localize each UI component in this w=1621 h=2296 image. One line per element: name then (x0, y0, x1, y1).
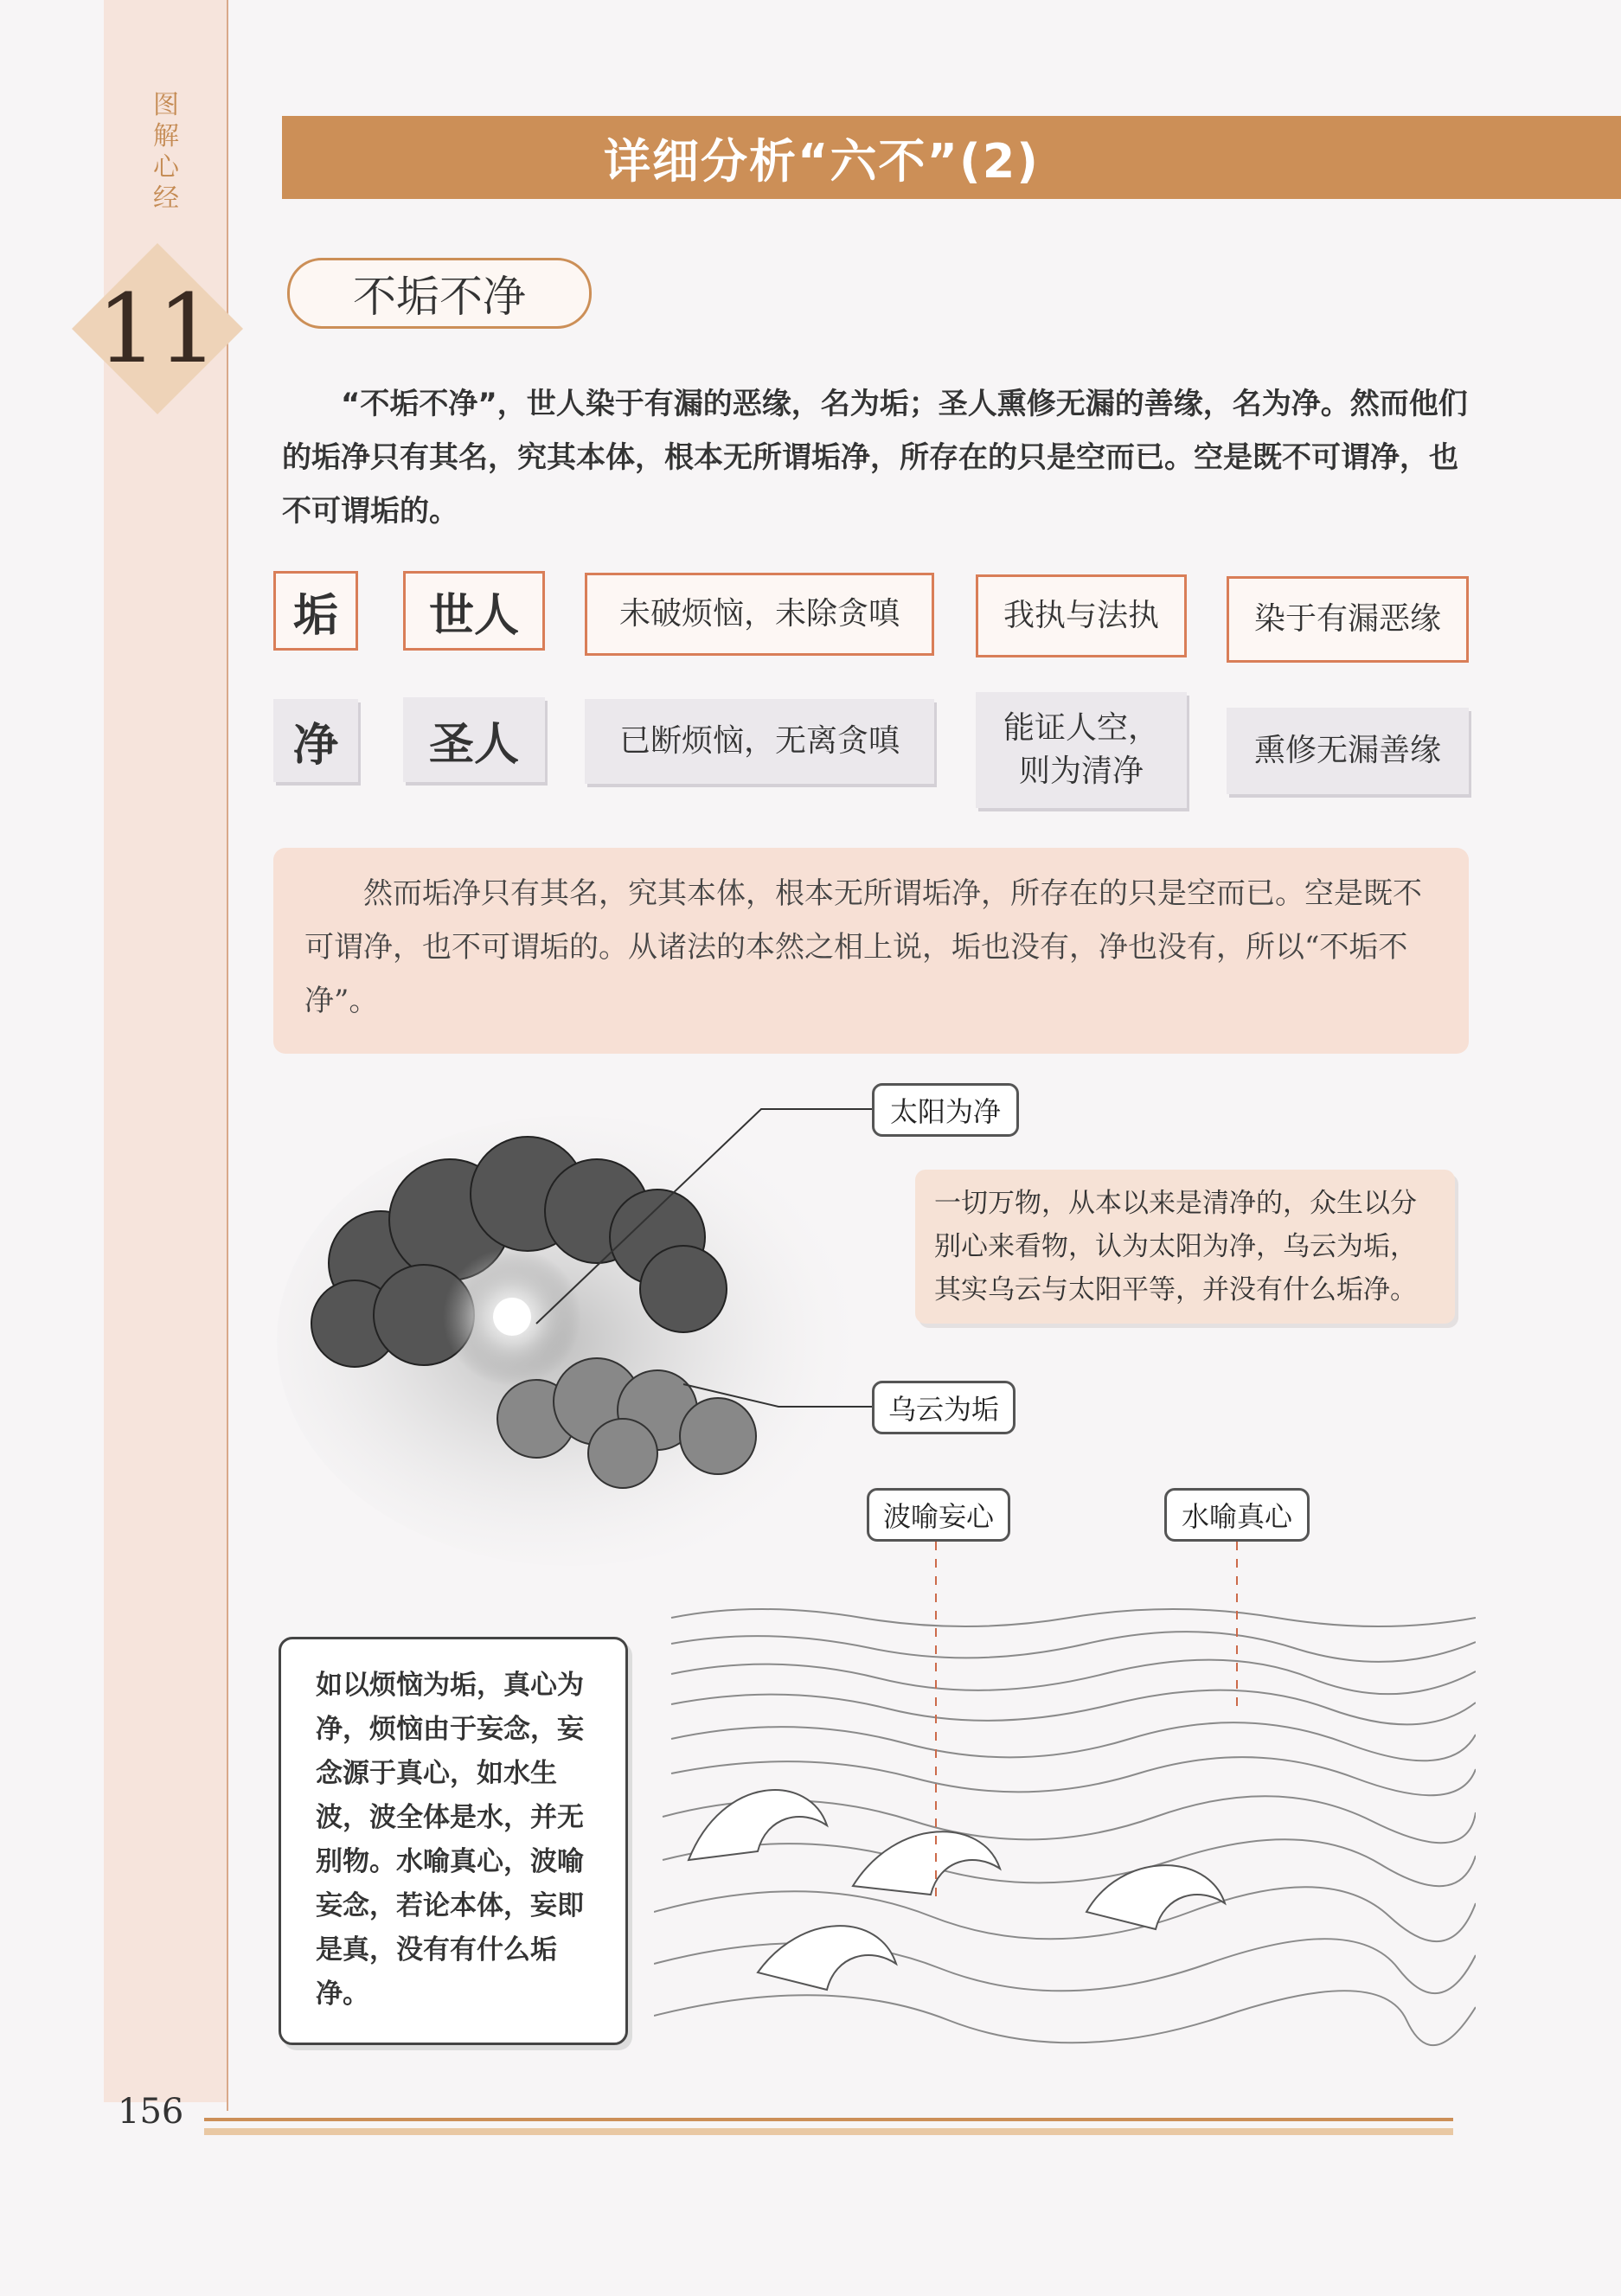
jing-attachment: 能证人空，则为清净 (976, 692, 1187, 808)
gou-cause: 染于有漏恶缘 (1227, 576, 1469, 663)
jing-person: 圣人 (403, 697, 545, 782)
gou-person: 世人 (403, 571, 545, 651)
wave-note: 如以烦恼为垢，真心为净，烦恼由于妄念，妄念源于真心，如水生波，波全体是水，并无别物。水喻真心，波喻妄念，若论本体，妄即是真，没有有什么垢净。 (279, 1637, 628, 2045)
gou-char: 垢 (273, 571, 358, 651)
jing-cause: 熏修无漏善缘 (1227, 708, 1469, 794)
chapter-number: 11 (97, 273, 218, 384)
cloud-sun-illustration (277, 1090, 900, 1574)
footer-rule-thick (204, 2128, 1453, 2135)
gou-attachment: 我执与法执 (976, 574, 1187, 657)
cloud-label: 乌云为垢 (872, 1381, 1016, 1434)
page-number: 156 (118, 2092, 184, 2132)
section-label: 不垢不净 (287, 258, 592, 329)
water-label: 水喻真心 (1164, 1488, 1310, 1542)
gou-state: 未破烦恼，未除贪嗔 (585, 573, 934, 656)
series-title: 图解心经 (153, 90, 179, 214)
intro-paragraph: “不垢不净”，世人染于有漏的恶缘，名为垢；圣人熏修无漏的善缘，名为净。然而他们的垢净只有其名，究其本体，根本无所谓垢净，所存在的只是空而已。空是既不可谓净，也不可谓垢的。 (282, 387, 1468, 529)
summary-note: 然而垢净只有其名，究其本体，根本无所谓垢净，所存在的只是空而已。空是既不可谓净，也不可谓垢的。从诸法的本然之相上说，垢也没有，净也没有，所以“不垢不净”。 (273, 848, 1469, 1054)
sun-label: 太阳为净 (872, 1083, 1019, 1137)
footer-rule (204, 2118, 1453, 2121)
jing-state: 已断烦恼，无离贪嗔 (585, 699, 934, 784)
page-title: 详细分析“六不”(2) (604, 133, 1040, 189)
jing-char: 净 (273, 699, 358, 782)
sun-cloud-note: 一切万物，从本以来是清净的，众生以分别心来看物，认为太阳为净，乌云为垢，其实乌云与太阳平等，并没有什么垢净。 (915, 1170, 1455, 1324)
wave-label: 波喻妄心 (867, 1488, 1010, 1542)
wave-illustration (654, 1600, 1476, 2068)
